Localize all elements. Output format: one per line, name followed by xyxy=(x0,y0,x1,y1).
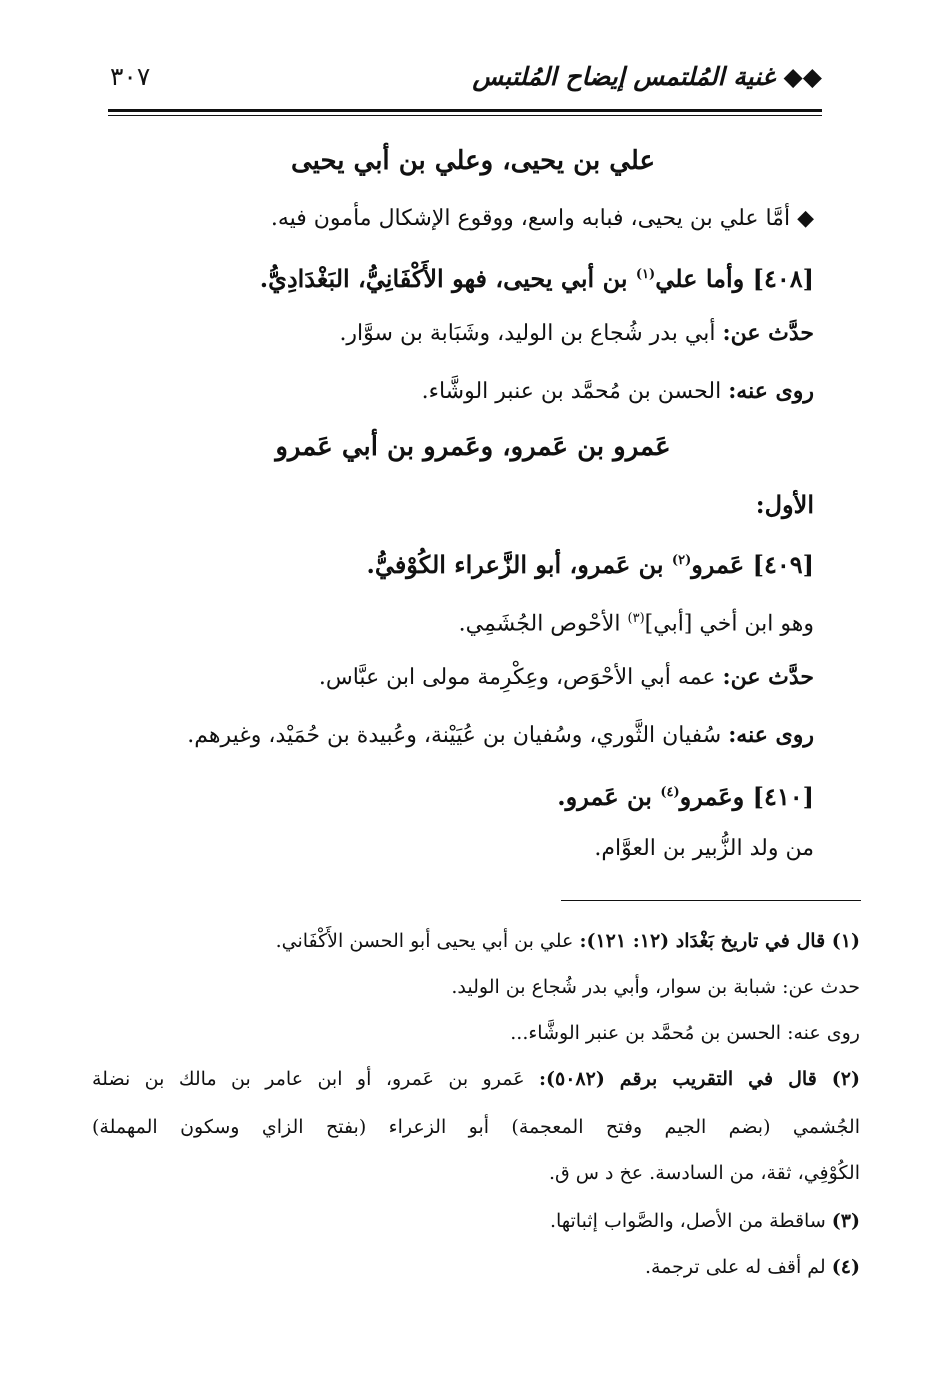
footnote-label: (٤) xyxy=(831,1256,860,1278)
intro-paragraph: ◆ أمَّا علي بن يحيى، فبابه واسع، ووقوع الإشكال مأمون فيه. xyxy=(270,206,814,231)
nephew-line xyxy=(459,604,814,639)
first-label: الأول: xyxy=(755,490,814,519)
entry-number: [٤١٠] xyxy=(752,782,814,811)
section-heading-amr: عَمرو بن عَمرو، وعَمرو بن أبي عَمرو xyxy=(275,432,671,462)
footnote-2-line3: الكُوْفِي، ثقة، من السادسة. عخ د س ق. xyxy=(548,1162,860,1184)
entry-number: [٤٠٩] xyxy=(752,550,814,579)
entry-408 xyxy=(260,260,814,294)
footnote-separator xyxy=(561,900,861,901)
footnote-1-line2: حدث عن: شبابة بن سوار، وأبي بدر شُجاع بن الوليد. xyxy=(451,976,860,998)
haddath-label: حدَّث عن: xyxy=(722,664,814,690)
footnote-4 xyxy=(645,1254,860,1280)
footnote-label: (٣) xyxy=(831,1210,860,1232)
footnote-ref: (٣) xyxy=(627,611,645,626)
footnote-label: (١) قال في تاريخ بَغْدَاد (١٢: ١٢١): xyxy=(579,930,860,952)
haddath-label: حدَّث عن: xyxy=(722,320,814,346)
section-heading-ali: علي بن يحيى، وعلي بن أبي يحيى xyxy=(290,146,656,176)
rawa-label: روى عنه: xyxy=(728,378,814,404)
footnote-text: لم أقف له على ترجمة. xyxy=(644,1256,826,1278)
footnote-ref: (٤) xyxy=(660,785,680,800)
haddath-text: عمه أبي الأحْوَص، وعِكْرِمة مولى ابن عبَّاس. xyxy=(318,665,716,690)
footnote-2 xyxy=(92,1066,860,1092)
entry-410 xyxy=(557,778,814,812)
entry-name: عَمرو xyxy=(691,550,745,579)
haddath-line xyxy=(339,318,814,349)
haddath-line xyxy=(319,662,814,693)
footnote-ref: (٢) xyxy=(671,553,692,568)
running-title: ◆◆ غنية المُلتمس إيضاح المُلتبس xyxy=(472,62,822,91)
footnote-1 xyxy=(276,928,860,954)
entry-name-rest: بن عَمرو، أبو الزَّعراء الكُوْفيُّ. xyxy=(366,550,664,579)
page-header xyxy=(110,62,822,106)
rawa-line xyxy=(187,720,814,751)
page-number: ٣٠٧ xyxy=(110,62,151,91)
header-rule-thin xyxy=(108,115,822,116)
haddath-text: أبي بدر شُجاع بن الوليد، وشَبَابة بن سوَّار. xyxy=(339,321,716,346)
rawa-label: روى عنه: xyxy=(728,722,814,748)
footnote-3 xyxy=(550,1208,860,1234)
footnote-text: عَمرو بن عَمرو، أو ابن عامر بن مالك بن نضلة xyxy=(92,1068,525,1090)
footnote-ref: (١) xyxy=(635,267,656,282)
footnote-2-line2: الجُشمي (بضم الجيم وفتح المعجمة) أبو الزعراء (بفتح الزاي وسكون المهملة) xyxy=(92,1116,860,1138)
entry-name: وأما علي xyxy=(655,264,745,293)
header-rule-thick xyxy=(108,109,822,112)
footnote-text: ساقطة من الأصل، والصَّواب إثباتها. xyxy=(549,1210,826,1232)
footnote-label: (٢) قال في التقريب برقم (٥٠٨٢): xyxy=(538,1068,860,1090)
nephew-text-rest: الأحْوص الجُشَمِي. xyxy=(458,611,621,637)
entry-410-text: من ولد الزُّبير بن العوَّام. xyxy=(594,836,814,861)
rawa-text: سُفيان الثَّوري، وسُفيان بن عُيَيْنة، وعُبيدة بن حُمَيْد، وغيرهم. xyxy=(187,723,722,748)
entry-name-rest: بن عَمرو. xyxy=(557,782,652,811)
entry-name: وعَمرو xyxy=(679,782,745,811)
entry-number: [٤٠٨] xyxy=(752,264,814,293)
entry-409 xyxy=(366,546,814,580)
rawa-text: الحسن بن مُحمَّد بن عنبر الوشَّاء. xyxy=(421,379,722,404)
footnote-1-line3: روى عنه: الحسن بن مُحمَّد بن عنبر الوشَّاء... xyxy=(510,1022,860,1044)
nephew-text: وهو ابن أخي [أبي] xyxy=(644,611,814,637)
footnote-text: علي بن أبي يحيى أبو الحسن الأَكْفَاني. xyxy=(275,930,574,952)
rawa-line xyxy=(422,376,814,407)
entry-name-rest: بن أبي يحيى، فهو الأَكْفَانِيُّ، البَغْدَادِيُّ. xyxy=(259,264,628,293)
